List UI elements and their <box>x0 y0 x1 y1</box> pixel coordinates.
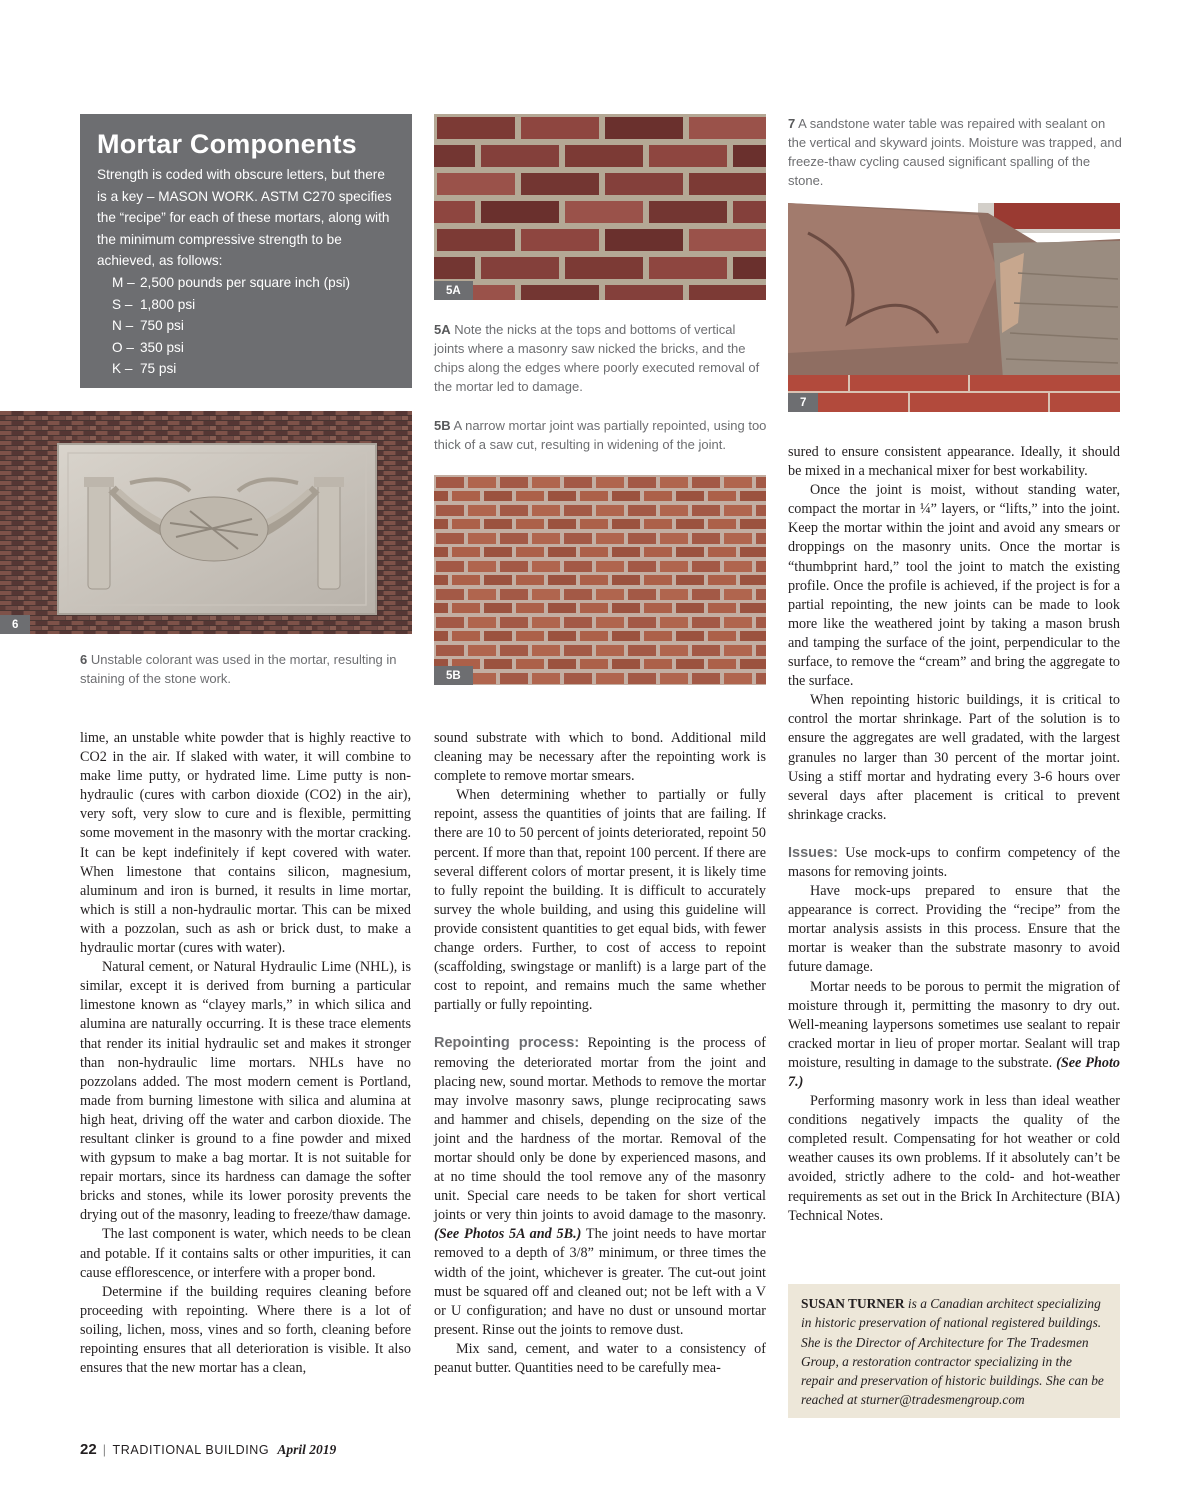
photo-tag: 5B <box>434 666 473 685</box>
mortar-components-sidebar <box>80 114 412 388</box>
author-bio: SUSAN TURNER is a Canadian architect specializing in historic preservation of national registered buildings. She is the Director of Architecture for The Tradesmen Group, a restoration contractor specializing in the repair and preservation of historic buildings. She can be reached at sturner@tradesmengroup.com <box>788 1284 1120 1418</box>
author-name: SUSAN TURNER <box>801 1296 905 1311</box>
photo-reference: (See Photos 5A and 5B.) <box>434 1226 582 1243</box>
photo-5b-repointed-wall <box>434 475 766 685</box>
brick-wall-image <box>434 114 766 300</box>
sandstone-image <box>788 203 1120 412</box>
brick-wall-image <box>0 411 412 634</box>
paragraph: sured to ensure consistent appearance. Ideally, it should be mixed in a mechanical mixer for best workability. <box>788 444 1120 480</box>
list-item: O – 350 psi <box>112 339 184 355</box>
sidebar-intro: Strength is coded with obscure letters, but there is a key – MASON WORK. ASTM C270 specifies the “recipe” for each of these mortars, along with the minimum compressive strength to be achieved, as follows: <box>97 167 392 269</box>
article-column-3 <box>788 443 1120 1226</box>
page-footer: 22 | TRADITIONAL BUILDING April 2019 <box>80 1441 337 1458</box>
paragraph: Repointing process: Repointing is the process of removing the deteriorated mortar from the joint and placing new, sound mortar. Methods to remove the mortar may involve masonry saws, plunge reciprocating saws and hammer and chisels, depending on the size of the joint and the hardness of the mortar. Removal of the mortar should only be done by experienced masons, and at no time should the tool remove any of the masonry unit. Special care needs to be taken for short vertical joints or very thin joints to avoid damage to the masonry. (See Photos 5A and 5B.) The joint needs to have mortar removed to a depth of 3/8” minimum, or three times the width of the joint, whichever is greater. The cut-out joint must be squared off and cleaned out; not be left with a V or U configuration; and have no dust or unsound mortar present. Rinse out the joints to remove dust. <box>434 1035 766 1338</box>
paragraph: sound substrate with which to bond. Additional mild cleaning may be necessary after the repointing work is complete to remove mortar smears. <box>434 730 766 785</box>
section-heading: Repointing process: <box>434 1035 580 1052</box>
brick-wall-image <box>434 475 766 685</box>
paragraph: Mix sand, cement, and water to a consistency of peanut butter. Quantities need to be carefully mea- <box>434 1340 766 1376</box>
paragraph: Performing masonry work in less than ideal weather conditions negatively impacts the quality of the completed result. Compensating for hot weather or cold weather causes its own problems. If it absolutely can’t be avoided, strictly adhere to the cold- and hot-weather requirements as set out in the Brick In Architecture (BIA) Technical Notes. <box>788 1093 1120 1224</box>
paragraph: Natural cement, or Natural Hydraulic Lime (NHL), is similar, except it is derived from burning a particular limestone known as “clayey marls,” in which silica and alumina are naturally occurring. It is these trace elements that render its initial hydraulic set and makes it stronger than non-hydraulic lime mortars. NHLs have no pozzolans added. The most modern cement is Portland, made from burning limestone with silica and alumina at high heat, driving off the water and carbon dioxide. The resultant clinker is ground to a fine powder and mixed with gypsum to make a bag mortar. It is not suitable for repair mortars, since its hardness can damage the softer bricks and stones, while its lower porosity prevents the drying out of the masonry, leading to freeze/thaw damage. <box>80 959 411 1224</box>
photo-tag: 7 <box>788 393 818 412</box>
photo-tag: 6 <box>0 615 30 634</box>
photo-reference: (See Photo 7.) <box>788 1054 1120 1090</box>
list-item: N – 750 psi <box>112 318 184 334</box>
article-column-1 <box>80 729 411 1378</box>
sidebar-title: Mortar Components <box>97 129 357 159</box>
paragraph: Have mock-ups prepared to ensure that the appearance is correct. Providing the “recipe” from the mortar analysis assists in this process. Ensure that the mortar is weaker than the substrate masonry to avoid future damage. <box>788 883 1120 976</box>
list-item: K – 75 psi <box>112 361 177 377</box>
caption-5a: 5A Note the nicks at the tops and bottoms of vertical joints where a masonry saw nicked the bricks, and the chips along the edges where poorly executed removal of the mortar led to damage. <box>434 322 760 394</box>
paragraph: Issues: Use mock-ups to confirm competency of the masons for removing joints. <box>788 844 1120 880</box>
section-heading: Issues: <box>788 844 838 861</box>
caption-6: 6 Unstable colorant was used in the mortar, resulting in staining of the stone work. <box>80 652 397 686</box>
photo-tag: 5A <box>434 281 473 300</box>
page-number: 22 <box>80 1441 97 1458</box>
paragraph: The last component is water, which needs to be clean and potable. If it contains salts or other impurities, it can cause efflorescence, or interfere with a proper bond. <box>80 1226 411 1281</box>
mortar-strength-list <box>97 272 396 380</box>
photo-7-spalled-sandstone <box>788 203 1120 412</box>
photo-5a-brick-joints <box>434 114 766 300</box>
paragraph: Mortar needs to be porous to permit the migration of moisture through it, permitting the masonry to dry out. Well-meaning laypersons sometimes use sealant to repair cracked mortar in lieu of proper mortar. Sealant will trap moisture, resulting in damage to the substrate. (See Photo 7.) <box>788 978 1120 1090</box>
caption-5b: 5B A narrow mortar joint was partially repointed, using too thick of a saw cut, resulting in widening of the joint. <box>434 418 767 452</box>
article-column-2 <box>434 729 766 1378</box>
paragraph: Once the joint is moist, without standing water, compact the mortar in ¼” layers, or “lifts,” into the joint. Keep the mortar within the joint and avoid any smears or droppings on the masonry units. Once the mortar is “thumbprint hard,” tool the joint to match the existing profile. Once the profile is achieved, if the project is for a partial repointing, the new joints can be made to look more like the weathered joint by taking a mason brush and tamping the surface of the joint, perpendicular to the surface, to remove the “cream” and bring the aggregate to the surface. <box>788 482 1120 690</box>
issue-date: April 2019 <box>277 1442 337 1457</box>
paragraph: When repointing historic buildings, it is critical to control the mortar shrinkage. Part of the solution is to ensure the aggregates are well gradated, with the largest granules no larger than 30 percent of the mortar joint. Using a stiff mortar and hydrating every 3-6 hours over several days after placement is critical to prevent shrinkage cracks. <box>788 692 1120 823</box>
list-item: S – 1,800 psi <box>112 296 196 312</box>
list-item: M – 2,500 pounds per square inch (psi) <box>112 274 351 290</box>
publication-name: TRADITIONAL BUILDING <box>112 1443 270 1457</box>
caption-7: 7 A sandstone water table was repaired with sealant on the vertical and skyward joints. Moisture was trapped, and freeze-thaw cycling caused significant spalling of the stone. <box>788 116 1122 188</box>
paragraph: Determine if the building requires cleaning before proceeding with repointing. Where there is a lot of soiling, lichen, moss, vines and so forth, cleaning before repointing ensures that all deterioration is visible. It also ensures that the new mortar has a clean, <box>80 1283 411 1377</box>
photo-6-carved-panel <box>0 411 412 634</box>
paragraph: When determining whether to partially or fully repoint, assess the quantities of joints that are failing. If there are 10 to 50 percent of joints deteriorated, repoint 50 percent. If more than that, repoint 100 percent. If there are several different colors of mortar present, it is likely time to fully repoint the building. It is difficult to accurately survey the whole building, and using this guideline will provide consistent quantities to get equal bids, with fewer change orders. Further, to cost of access to repoint (scaffolding, swingstage or manlift) is a large part of the cost to repoint, and remains much the same whether partially or fully repointing. <box>434 787 766 1014</box>
paragraph: lime, an unstable white powder that is highly reactive to CO2 in the air. If slaked with water, it will combine to make lime putty, or hydrated lime. Lime putty is non-hydraulic (cures with carbon dioxide (CO2) in the air), very soft, very slow to cure and is flexible, permitting some movement in the masonry with the mortar cracking. It can be kept indefinitely if kept covered with water. When limestone that contains silicon, magnesium, aluminum and iron is burned, it results in lime mortar, which is still a non-hydraulic mortar. This can be mixed with a pozzolan, such as ash or brick dust, to make a hydraulic mortar (cures with water). <box>80 730 411 957</box>
